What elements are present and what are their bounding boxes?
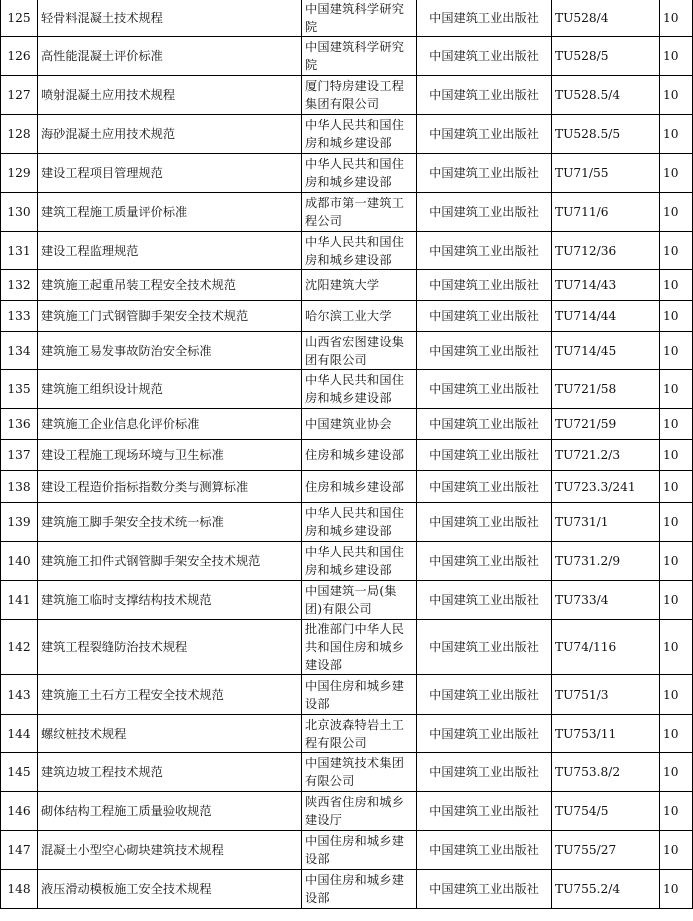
editing-organization-cell: 中国建筑科学研究院 <box>302 0 417 37</box>
standard-name-cell: 建筑边坡工程技术规范 <box>38 753 302 792</box>
table-row <box>1 792 693 831</box>
publisher-cell: 中国建筑工业出版社 <box>417 301 552 332</box>
standard-name-cell: 喷射混凝土应用技术规程 <box>38 76 302 115</box>
row-number-cell: 138 <box>1 471 38 503</box>
classification-code-cell: TU71/55 <box>552 154 660 193</box>
publisher-cell: 中国建筑工业出版社 <box>417 471 552 503</box>
editing-organization-cell: 中华人民共和国住房和城乡建设部 <box>302 115 417 154</box>
standard-name-cell: 建筑工程施工质量评价标准 <box>38 193 302 232</box>
table-body <box>1 0 693 909</box>
publisher-cell: 中国建筑工业出版社 <box>417 332 552 370</box>
editing-organization-cell: 住房和城乡建设部 <box>302 440 417 471</box>
row-number-cell: 130 <box>1 193 38 232</box>
publisher-cell: 中国建筑工业出版社 <box>417 503 552 542</box>
classification-code-cell: TU721/58 <box>552 370 660 409</box>
standard-name-cell: 建设工程施工现场环境与卫生标准 <box>38 440 302 471</box>
editing-organization-cell: 山西省宏图建设集团有限公司 <box>302 332 417 370</box>
row-number-cell: 147 <box>1 831 38 870</box>
editing-organization-cell: 中华人民共和国住房和城乡建设部 <box>302 370 417 409</box>
table-row <box>1 409 693 440</box>
standard-name-cell: 建筑施工临时支撑结构技术规范 <box>38 581 302 620</box>
standard-name-cell: 建筑施工起重吊装工程安全技术规范 <box>38 270 302 301</box>
quantity-cell: 10 <box>660 76 693 115</box>
row-number-cell: 148 <box>1 870 38 909</box>
table-row <box>1 581 693 620</box>
publisher-cell: 中国建筑工业出版社 <box>417 154 552 193</box>
standard-name-cell: 建筑施工土石方工程安全技术规范 <box>38 675 302 715</box>
classification-code-cell: TU755.2/4 <box>552 870 660 909</box>
row-number-cell: 145 <box>1 753 38 792</box>
editing-organization-cell: 中华人民共和国住房和城乡建设部 <box>302 542 417 581</box>
table-row <box>1 0 693 37</box>
standard-name-cell: 建筑施工门式钢管脚手架安全技术规范 <box>38 301 302 332</box>
table-row <box>1 620 693 675</box>
quantity-cell: 10 <box>660 115 693 154</box>
classification-code-cell: TU723.3/241 <box>552 471 660 503</box>
classification-code-cell: TU714/43 <box>552 270 660 301</box>
classification-code-cell: TU74/116 <box>552 620 660 675</box>
classification-code-cell: TU721/59 <box>552 409 660 440</box>
row-number-cell: 129 <box>1 154 38 193</box>
row-number-cell: 139 <box>1 503 38 542</box>
classification-code-cell: TU751/3 <box>552 675 660 715</box>
classification-code-cell: TU733/4 <box>552 581 660 620</box>
table-row <box>1 675 693 715</box>
publisher-cell: 中国建筑工业出版社 <box>417 193 552 232</box>
publisher-cell: 中国建筑工业出版社 <box>417 370 552 409</box>
standard-name-cell: 建筑施工扣件式钢管脚手架安全技术规范 <box>38 542 302 581</box>
quantity-cell: 10 <box>660 154 693 193</box>
publisher-cell: 中国建筑工业出版社 <box>417 115 552 154</box>
publisher-cell: 中国建筑工业出版社 <box>417 76 552 115</box>
classification-code-cell: TU714/45 <box>552 332 660 370</box>
table-row <box>1 270 693 301</box>
quantity-cell: 10 <box>660 471 693 503</box>
quantity-cell: 10 <box>660 753 693 792</box>
quantity-cell: 10 <box>660 715 693 753</box>
editing-organization-cell: 成都市第一建筑工程公司 <box>302 193 417 232</box>
standard-name-cell: 砌体结构工程施工质量验收规范 <box>38 792 302 831</box>
editing-organization-cell: 陕西省住房和城乡建设厅 <box>302 792 417 831</box>
row-number-cell: 146 <box>1 792 38 831</box>
table-row <box>1 370 693 409</box>
publisher-cell: 中国建筑工业出版社 <box>417 715 552 753</box>
quantity-cell: 10 <box>660 831 693 870</box>
publisher-cell: 中国建筑工业出版社 <box>417 792 552 831</box>
table-row <box>1 154 693 193</box>
quantity-cell: 10 <box>660 370 693 409</box>
row-number-cell: 140 <box>1 542 38 581</box>
classification-code-cell: TU528.5/4 <box>552 76 660 115</box>
table-row <box>1 332 693 370</box>
publisher-cell: 中国建筑工业出版社 <box>417 753 552 792</box>
row-number-cell: 128 <box>1 115 38 154</box>
quantity-cell: 10 <box>660 270 693 301</box>
editing-organization-cell: 北京波森特岩土工程有限公司 <box>302 715 417 753</box>
standard-name-cell: 建筑施工易发事故防治安全标准 <box>38 332 302 370</box>
quantity-cell: 10 <box>660 440 693 471</box>
editing-organization-cell: 沈阳建筑大学 <box>302 270 417 301</box>
row-number-cell: 136 <box>1 409 38 440</box>
table-row <box>1 301 693 332</box>
classification-code-cell: TU711/6 <box>552 193 660 232</box>
editing-organization-cell: 中国建筑一局(集团)有限公司 <box>302 581 417 620</box>
classification-code-cell: TU753.8/2 <box>552 753 660 792</box>
quantity-cell: 10 <box>660 542 693 581</box>
standard-name-cell: 建筑施工组织设计规范 <box>38 370 302 409</box>
publisher-cell: 中国建筑工业出版社 <box>417 440 552 471</box>
editing-organization-cell: 中国建筑业协会 <box>302 409 417 440</box>
editing-organization-cell: 中华人民共和国住房和城乡建设部 <box>302 503 417 542</box>
quantity-cell: 10 <box>660 232 693 270</box>
editing-organization-cell: 中国建筑科学研究院 <box>302 37 417 76</box>
table-row <box>1 870 693 909</box>
quantity-cell: 10 <box>660 675 693 715</box>
row-number-cell: 131 <box>1 232 38 270</box>
classification-code-cell: TU528/4 <box>552 0 660 37</box>
quantity-cell: 10 <box>660 870 693 909</box>
table-row <box>1 542 693 581</box>
standard-name-cell: 高性能混凝土评价标准 <box>38 37 302 76</box>
editing-organization-cell: 中国住房和城乡建设部 <box>302 675 417 715</box>
standard-name-cell: 建设工程监理规范 <box>38 232 302 270</box>
publisher-cell: 中国建筑工业出版社 <box>417 270 552 301</box>
table-row <box>1 37 693 76</box>
row-number-cell: 134 <box>1 332 38 370</box>
classification-code-cell: TU731/1 <box>552 503 660 542</box>
publisher-cell: 中国建筑工业出版社 <box>417 0 552 37</box>
quantity-cell: 10 <box>660 193 693 232</box>
classification-code-cell: TU714/44 <box>552 301 660 332</box>
table-row <box>1 115 693 154</box>
standard-name-cell: 混凝土小型空心砌块建筑技术规程 <box>38 831 302 870</box>
table-row <box>1 831 693 870</box>
table-row <box>1 76 693 115</box>
editing-organization-cell: 中华人民共和国住房和城乡建设部 <box>302 154 417 193</box>
classification-code-cell: TU528/5 <box>552 37 660 76</box>
quantity-cell: 10 <box>660 620 693 675</box>
editing-organization-cell: 中华人民共和国住房和城乡建设部 <box>302 232 417 270</box>
quantity-cell: 10 <box>660 0 693 37</box>
quantity-cell: 10 <box>660 503 693 542</box>
publisher-cell: 中国建筑工业出版社 <box>417 675 552 715</box>
table-row <box>1 440 693 471</box>
publisher-cell: 中国建筑工业出版社 <box>417 831 552 870</box>
row-number-cell: 135 <box>1 370 38 409</box>
quantity-cell: 10 <box>660 581 693 620</box>
standard-name-cell: 建筑工程裂缝防治技术规程 <box>38 620 302 675</box>
classification-code-cell: TU528.5/5 <box>552 115 660 154</box>
row-number-cell: 127 <box>1 76 38 115</box>
standard-name-cell: 建筑施工企业信息化评价标准 <box>38 409 302 440</box>
row-number-cell: 132 <box>1 270 38 301</box>
standard-name-cell: 海砂混凝土应用技术规范 <box>38 115 302 154</box>
publisher-cell: 中国建筑工业出版社 <box>417 581 552 620</box>
row-number-cell: 133 <box>1 301 38 332</box>
quantity-cell: 10 <box>660 409 693 440</box>
standard-name-cell: 建筑施工脚手架安全技术统一标准 <box>38 503 302 542</box>
standard-name-cell: 建设工程项目管理规范 <box>38 154 302 193</box>
editing-organization-cell: 厦门特房建设工程集团有限公司 <box>302 76 417 115</box>
table-row <box>1 193 693 232</box>
publisher-cell: 中国建筑工业出版社 <box>417 542 552 581</box>
editing-organization-cell: 中国住房和城乡建设部 <box>302 870 417 909</box>
standard-name-cell: 液压滑动模板施工安全技术规程 <box>38 870 302 909</box>
publisher-cell: 中国建筑工业出版社 <box>417 232 552 270</box>
publisher-cell: 中国建筑工业出版社 <box>417 37 552 76</box>
standard-name-cell: 建设工程造价指标指数分类与测算标准 <box>38 471 302 503</box>
table-row <box>1 715 693 753</box>
classification-code-cell: TU721.2/3 <box>552 440 660 471</box>
row-number-cell: 143 <box>1 675 38 715</box>
classification-code-cell: TU731.2/9 <box>552 542 660 581</box>
table-row <box>1 753 693 792</box>
editing-organization-cell: 中国建筑技术集团有限公司 <box>302 753 417 792</box>
classification-code-cell: TU712/36 <box>552 232 660 270</box>
table-row <box>1 471 693 503</box>
classification-code-cell: TU755/27 <box>552 831 660 870</box>
row-number-cell: 141 <box>1 581 38 620</box>
quantity-cell: 10 <box>660 301 693 332</box>
row-number-cell: 125 <box>1 0 38 37</box>
editing-organization-cell: 住房和城乡建设部 <box>302 471 417 503</box>
row-number-cell: 142 <box>1 620 38 675</box>
standard-name-cell: 轻骨料混凝土技术规程 <box>38 0 302 37</box>
editing-organization-cell: 哈尔滨工业大学 <box>302 301 417 332</box>
row-number-cell: 144 <box>1 715 38 753</box>
editing-organization-cell: 中国住房和城乡建设部 <box>302 831 417 870</box>
publisher-cell: 中国建筑工业出版社 <box>417 620 552 675</box>
row-number-cell: 137 <box>1 440 38 471</box>
table-row <box>1 503 693 542</box>
classification-code-cell: TU753/11 <box>552 715 660 753</box>
quantity-cell: 10 <box>660 792 693 831</box>
classification-code-cell: TU754/5 <box>552 792 660 831</box>
quantity-cell: 10 <box>660 37 693 76</box>
quantity-cell: 10 <box>660 332 693 370</box>
row-number-cell: 126 <box>1 37 38 76</box>
table-row <box>1 232 693 270</box>
publisher-cell: 中国建筑工业出版社 <box>417 409 552 440</box>
editing-organization-cell: 批准部门中华人民共和国住房和城乡建设部 <box>302 620 417 675</box>
publisher-cell: 中国建筑工业出版社 <box>417 870 552 909</box>
standard-name-cell: 螺纹桩技术规程 <box>38 715 302 753</box>
